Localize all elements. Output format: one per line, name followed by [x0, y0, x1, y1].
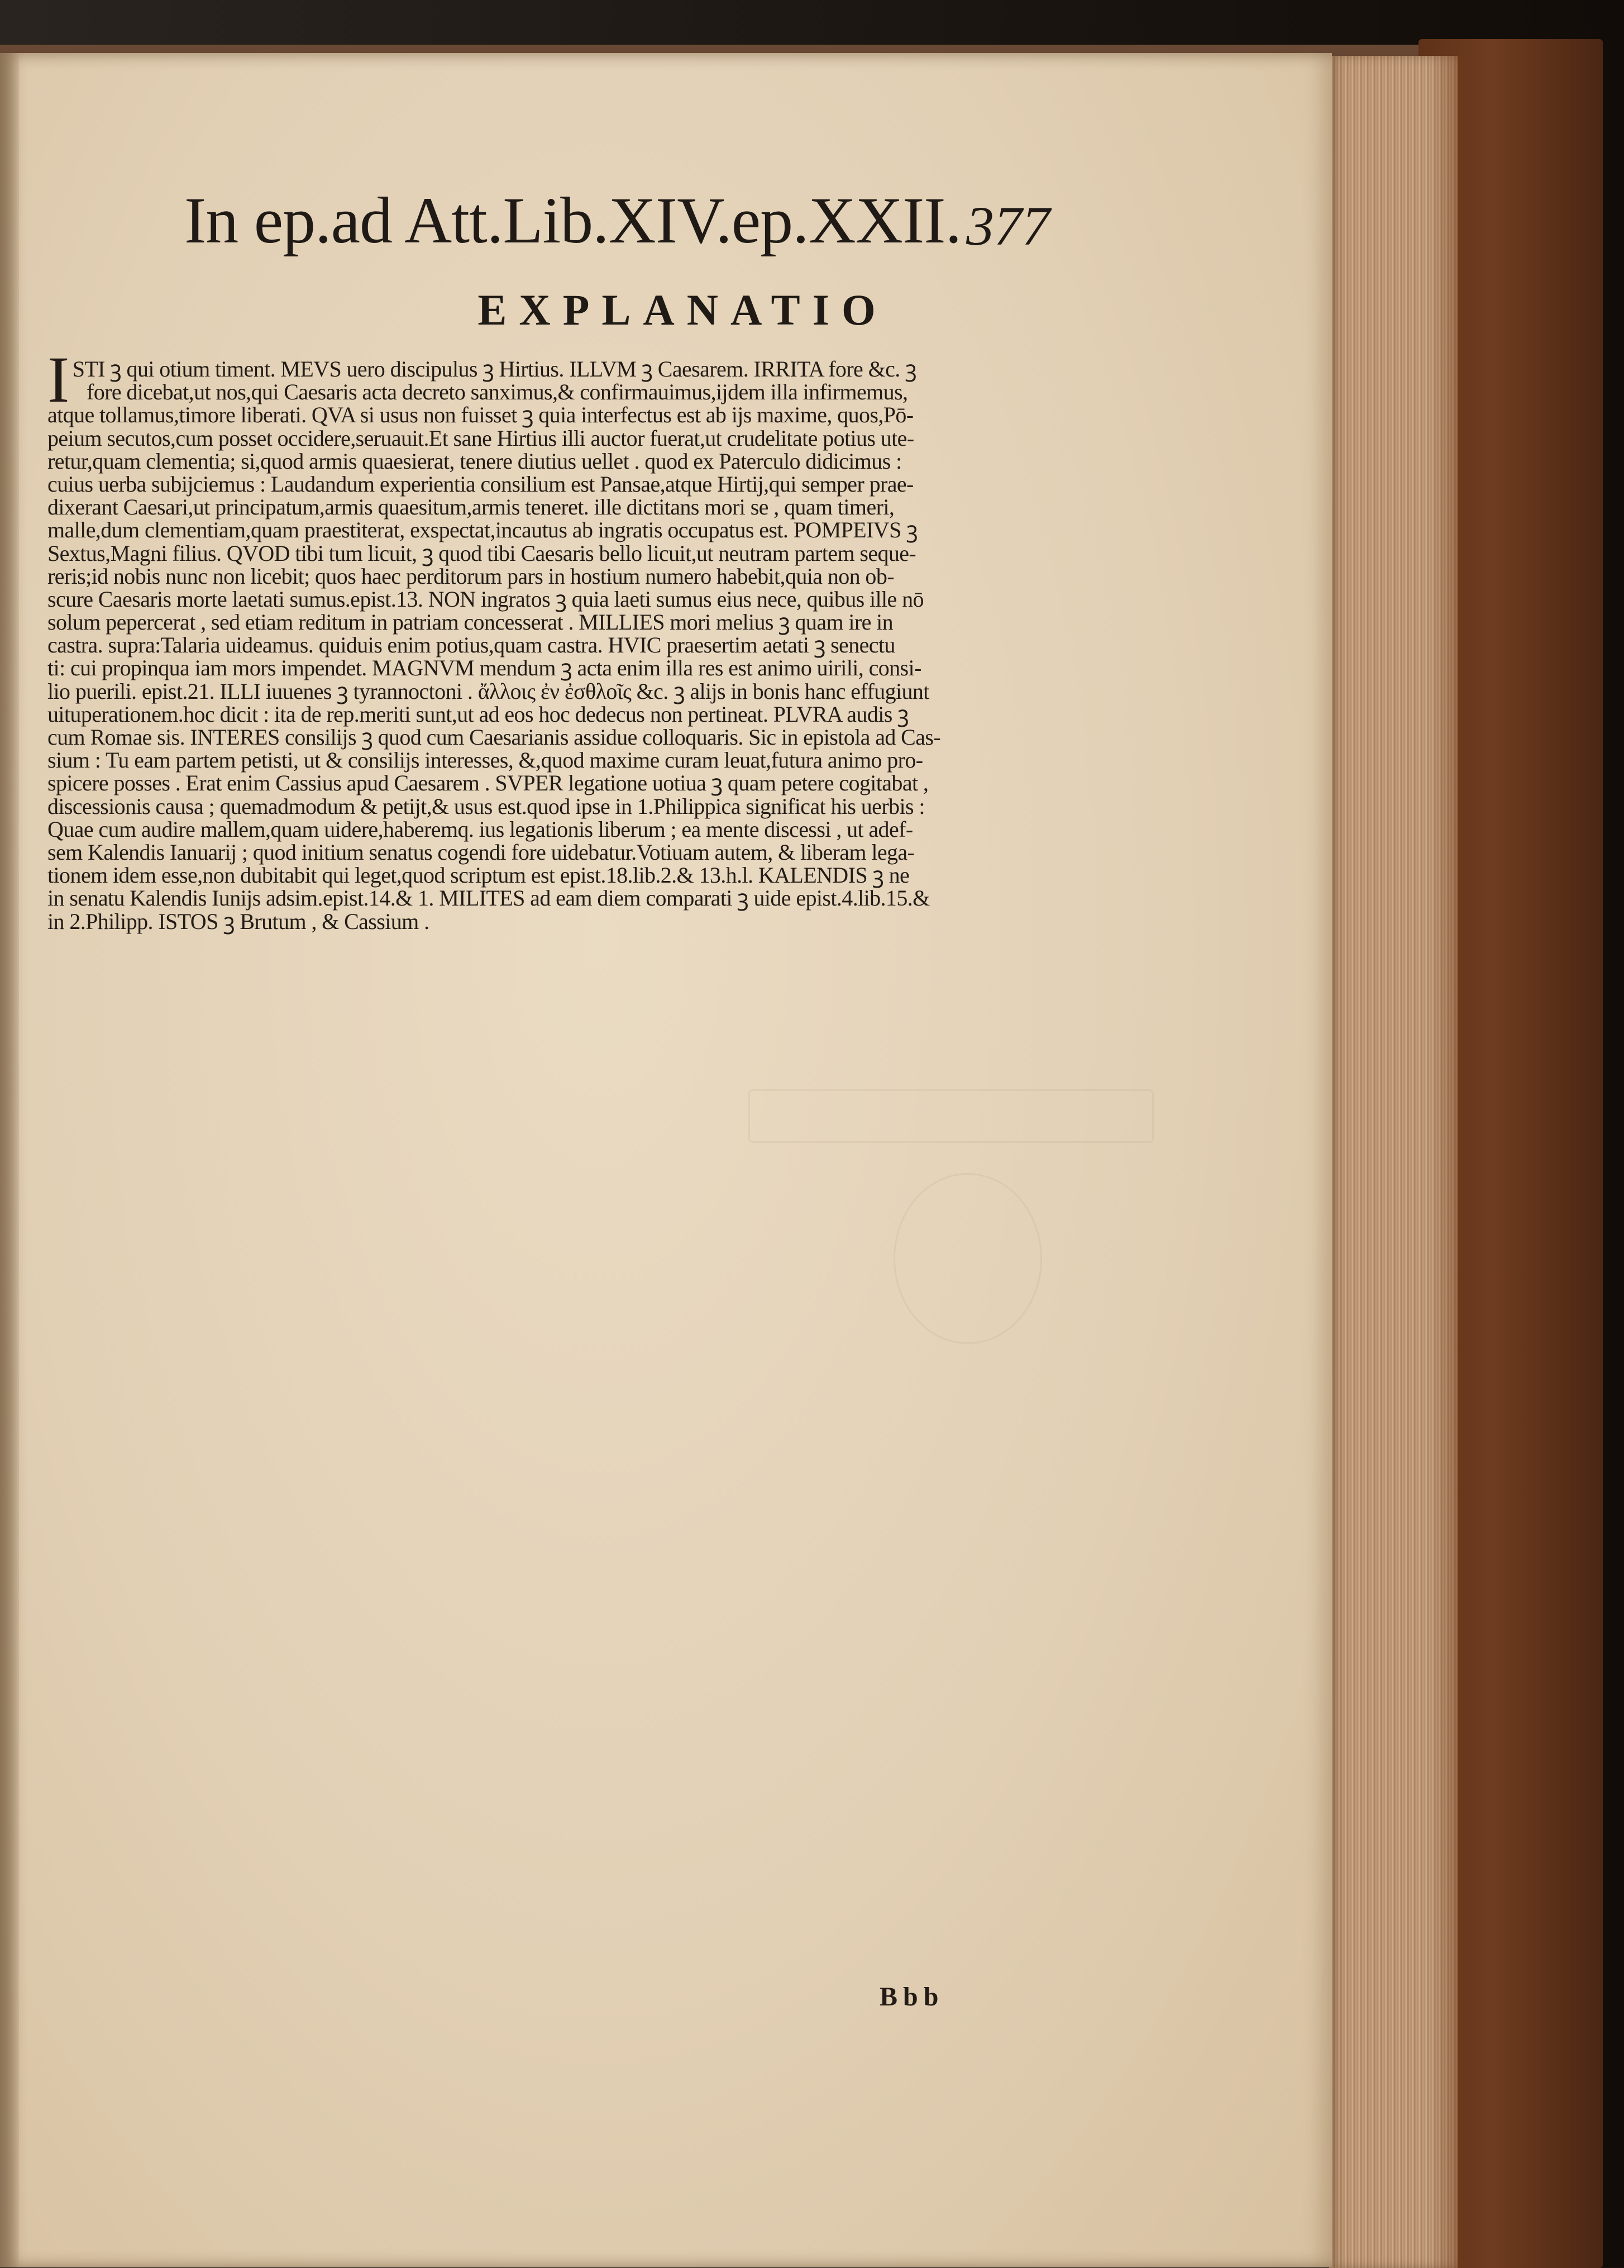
- text-line: lio puerili. epist.21. ILLI iuuenes ꝫ tyrannoctoni . ἄλλοις ἐν ἐσθλοῖς &c. ꝫ alijs in bonis hanc effugiunt: [47, 678, 929, 704]
- text-line: reris;id nobis nunc non licebit; quos haec perditorum pars in hostium numero habebit,quia non ob-: [47, 563, 894, 589]
- text-line: in 2.Philipp. ISTOS ꝫ Brutum , & Cassium .: [47, 908, 429, 934]
- section-title: EXPLANATIO: [477, 285, 888, 334]
- text-line: sem Kalendis Ianuarij ; quod initium senatus cogendi fore uidebatur.Votiuam autem, & liberam lega-: [47, 839, 915, 865]
- signature-mark: Bbb: [880, 1982, 944, 2012]
- text-line: uituperationem.hoc dicit : ita de rep.meriti sunt,ut ad eos hoc dedecus non pertineat. PLVRA audis ꝫ: [47, 701, 909, 727]
- page-edge-shadow: [1430, 56, 1463, 2268]
- text-line: cum Romae sis. INTERES consilijs ꝫ quod cum Caesarianis assidue colloquaris. Sic in epistola ad Cas-: [47, 725, 941, 750]
- text-line: discessionis causa ; quemadmodum & petijt,& usus est.quod ipse in 1.Philippica significat his uerbis :: [47, 793, 925, 819]
- text-line: spicere posses . Erat enim Cassius apud Caesarem . SVPER legatione uotiua ꝫ quam petere cogitabat ,: [47, 770, 929, 796]
- text-line: solum pepercerat , sed etiam reditum in patriam concesserat . MILLIES mori melius ꝫ quam ire in: [47, 609, 894, 635]
- text-line: scure Caesaris morte laetati sumus.epist.13. NON ingratos ꝫ quia laeti sumus eius nece, quibus ille nō: [47, 586, 924, 612]
- text-line: peium secutos,cum posset occidere,seruauit.Et sane Hirtius illi auctor fuerat,ut crudelitate potius ute-: [47, 425, 914, 451]
- text-line: Sextus,Magni filius. QVOD tibi tum licuit, ꝫ quod tibi Caesaris bello licuit,ut neutram partem seque-: [47, 540, 916, 566]
- running-head: In ep.ad Att.Lib.XIV.ep.XXII.: [184, 184, 962, 257]
- drop-initial: I: [47, 343, 69, 416]
- text-line: tionem idem esse,non dubitabit qui leget,quod scriptum est epist.18.lib.2.& 13.h.l. KALENDIS ꝫ ne: [47, 863, 910, 888]
- text-line-content: STI ꝫ qui otium timent. MEVS uero discipulus ꝫ Hirtius. ILLVM ꝫ Caesarem. IRRITA fore &c. ꝫ: [72, 356, 916, 382]
- text-line: malle,dum clementiam,quam praestiterat, exspectat,incautus ab ingratis occupatus est. POMPEIVS ꝫ: [47, 517, 918, 543]
- text-line: fore dicebat,ut nos,qui Caesaris acta decreto sanximus,& confirmauimus,ijdem illa infirmemus,: [87, 379, 908, 405]
- text-line: in senatu Kalendis Iunijs adsim.epist.14.& 1. MILITES ad eam diem comparati ꝫ uide epist.4.lib.15.&: [47, 885, 930, 911]
- text-line: ti: cui propinqua iam mors impendet. MAGNVM mendum ꝫ acta enim illa res est animo uirili, consi-: [47, 655, 921, 681]
- show-through-mark: [894, 1173, 1042, 1344]
- text-line: castra. supra:Talaria uideamus. quiduis enim potius,quam castra. HVIC praesertim aetati ꝫ senectu: [47, 632, 895, 658]
- commentary-text: [47, 343, 1111, 934]
- page-number: 377: [966, 195, 1050, 257]
- text-line: atque tollamus,timore liberati. QVA si usus non fuisset ꝫ quia interfectus est ab ijs maxime, quos,Pō-: [47, 402, 914, 428]
- text-line: retur,quam clementia; si,quod armis quaesierat, tenere diutius uellet . quod ex Paterculo didicimus :: [47, 448, 902, 474]
- text-line: sium : Tu eam partem petisti, ut & consilijs interesses, &,quod maxime curam leuat,futura animo pro-: [47, 747, 923, 773]
- show-through-mark: [748, 1089, 1154, 1143]
- text-line: dixerant Caesari,ut principatum,armis quaesitum,armis teneret. ille dictitans mori se , quam timeri,: [47, 494, 895, 520]
- text-line: cuius uerba subijciemus : Laudandum experientia consilium est Pansae,atque Hirtij,qui semper prae-: [47, 471, 914, 497]
- page-gutter: [0, 53, 19, 2267]
- text-line: Quae cum audire mallem,quam uidere,haberemq. ius legationis liberum ; ea mente discessi , ut adef-: [47, 816, 913, 842]
